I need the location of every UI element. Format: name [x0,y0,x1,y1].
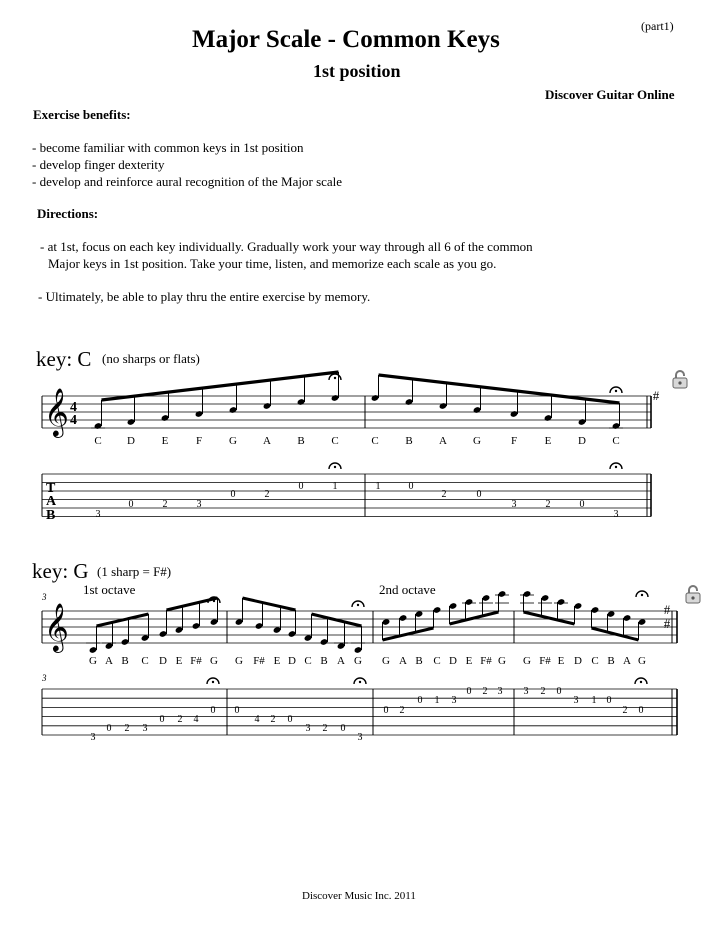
note-name-label: E [161,435,169,447]
tab-fret-number: 2 [162,499,168,510]
note-name-label: F# [539,655,551,667]
tab-fret-number: 0 [476,489,482,500]
tab-measure-number: 3 [42,673,47,683]
fermata-dot [641,594,643,596]
tab-fret-number: 1 [434,695,440,706]
note-name-label: F# [190,655,202,667]
treble-clef-icon: 𝄞 [44,605,69,651]
tab-fret-number: 0 [230,489,236,500]
tab-fret-number: 3 [497,686,503,697]
tab-fret-number: 3 [90,732,96,743]
note-name-label: G [498,655,506,667]
direction-item: - at 1st, focus on each key individually. Gradually work your way through all 6 of the common [40,239,533,254]
note-name-label: A [439,435,447,447]
note-name-label: F# [253,655,265,667]
note-name-label: A [105,655,113,667]
tab-fret-number: 0 [556,686,562,697]
note-name-label: D [449,655,457,667]
treble-clef-icon: 𝄞 [44,390,69,436]
tab-fret-number: 3 [142,723,148,734]
note-name-label: F# [480,655,492,667]
tab-fret-number: 0 [234,705,240,716]
directions-heading: Directions: [37,206,99,221]
beam [243,598,296,610]
time-signature-bottom: 4 [70,413,77,428]
beam [312,614,362,626]
tab-fret-number: 3 [305,723,311,734]
note-name-label: D [578,435,586,447]
note-name-label: G [354,655,362,667]
tab-fret-number: 0 [606,695,612,706]
note-name-label: C [591,655,599,667]
direction-item-continued: Major keys in 1st position. Take your time, listen, and memorize each scale as you go. [48,256,497,271]
beam [379,375,620,403]
tab-fret-number: 3 [357,732,363,743]
note-name-label: D [127,435,135,447]
beam [592,628,639,640]
part-label: (part1) [641,19,674,33]
tab-fret-number: 0 [408,481,414,492]
fermata-dot [334,377,336,379]
note-name-label: E [175,655,183,667]
sharp-icon: # [652,388,660,403]
note-name-label: C [612,435,620,447]
tab-fret-number: 3 [613,509,619,520]
note-name-label: B [320,655,328,667]
tab-fret-number: 2 [540,686,546,697]
note-name-label: C [331,435,339,447]
note-name-label: D [574,655,582,667]
tab-fret-number: 0 [579,499,585,510]
key-g-note: (1 sharp = F#) [97,564,172,579]
note-name-label: E [273,655,281,667]
tab-fret-number: 0 [417,695,423,706]
tab-fret-number: 2 [270,714,276,725]
benefits-heading: Exercise benefits: [33,107,131,122]
tab-fret-number: 2 [441,489,447,500]
note-name-label: C [141,655,149,667]
tab-letter-t: T [46,481,56,496]
time-signature-top: 4 [70,400,77,415]
tab-fret-number: 1 [591,695,597,706]
fermata-dot [357,604,359,606]
tab-fret-number: 3 [511,499,517,510]
note-name-label: F [195,435,203,447]
note-name-label: G [382,655,390,667]
note-name-label: G [210,655,218,667]
tab-letter-a: A [46,494,57,509]
brand-label: Discover Guitar Online [545,87,675,102]
tab-fret-number: 3 [95,509,101,520]
fermata-dot [615,466,617,468]
footer-text: Discover Music Inc. 2011 [302,890,416,902]
fermata-dot [359,681,361,683]
page-subtitle: 1st position [313,61,401,81]
direction-item: - Ultimately, be able to play thru the entire exercise by memory. [38,289,371,304]
fermata-dot [640,681,642,683]
note-name-label: A [623,655,631,667]
note-name-label: B [121,655,129,667]
note-name-label: C [304,655,312,667]
beam [97,614,149,626]
benefit-item: - develop finger dexterity [32,157,165,172]
sharp-icon: # [663,616,671,631]
tab-fret-number: 4 [254,714,260,725]
note-name-label: B [415,655,423,667]
tab-fret-number: 0 [128,499,134,510]
tab-fret-number: 2 [177,714,183,725]
tab-fret-number: 0 [298,481,304,492]
fermata-dot [212,681,214,683]
tab-fret-number: 0 [287,714,293,725]
tab-fret-number: 0 [210,705,216,716]
tab-fret-number: 1 [375,481,381,492]
beam [450,612,499,624]
note-name-label: G [89,655,97,667]
octave-2-label: 2nd octave [379,582,436,597]
note-name-label: G [523,655,531,667]
note-name-label: G [229,435,237,447]
tab-fret-number: 0 [340,723,346,734]
sharp-icon: # [663,602,671,617]
note-name-label: G [235,655,243,667]
fermata-dot [615,390,617,392]
note-name-label: B [297,435,305,447]
tab-fret-number: 2 [124,723,130,734]
note-name-label: C [94,435,102,447]
key-c-label: key: C [36,347,92,371]
tab-fret-number: 4 [193,714,199,725]
note-name-label: E [465,655,473,667]
note-name-label: G [638,655,646,667]
tab-fret-number: 3 [523,686,529,697]
tab-fret-number: 0 [159,714,165,725]
tab-fret-number: 2 [322,723,328,734]
note-name-label: E [544,435,552,447]
note-name-label: C [433,655,441,667]
tab-letter-b: B [46,508,56,523]
note-name-label: B [405,435,413,447]
note-name-label: F [510,435,518,447]
octave-1-label: 1st octave [83,582,136,597]
benefit-item: - develop and reinforce aural recognition of the Major scale [32,174,343,189]
note-name-label: G [473,435,481,447]
tab-fret-number: 3 [573,695,579,706]
page-title: Major Scale - Common Keys [192,26,500,53]
fermata-dot [334,466,336,468]
fermata-dot [213,600,215,602]
note-name-label: C [371,435,379,447]
note-name-label: B [607,655,615,667]
tab-fret-number: 0 [638,705,644,716]
key-c-note: (no sharps or flats) [102,351,200,366]
benefit-item: - become familiar with common keys in 1st position [32,140,304,155]
note-name-label: E [557,655,565,667]
tab-fret-number: 0 [106,723,112,734]
tab-fret-number: 2 [264,489,270,500]
tab-fret-number: 0 [383,705,389,716]
beam [167,598,218,610]
note-name-label: D [288,655,296,667]
note-name-label: A [337,655,345,667]
beam [524,612,575,624]
key-g-label: key: G [32,559,89,583]
tab-fret-number: 2 [399,705,405,716]
tab-fret-number: 0 [466,686,472,697]
beam [383,628,434,640]
note-name-label: D [159,655,167,667]
measure-number: 3 [42,592,47,602]
tab-fret-number: 2 [545,499,551,510]
tab-fret-number: 3 [451,695,457,706]
tab-fret-number: 3 [196,499,202,510]
tab-fret-number: 2 [482,686,488,697]
note-name-label: A [399,655,407,667]
note-name-label: A [263,435,271,447]
tab-fret-number: 2 [622,705,628,716]
tab-fret-number: 1 [332,481,338,492]
